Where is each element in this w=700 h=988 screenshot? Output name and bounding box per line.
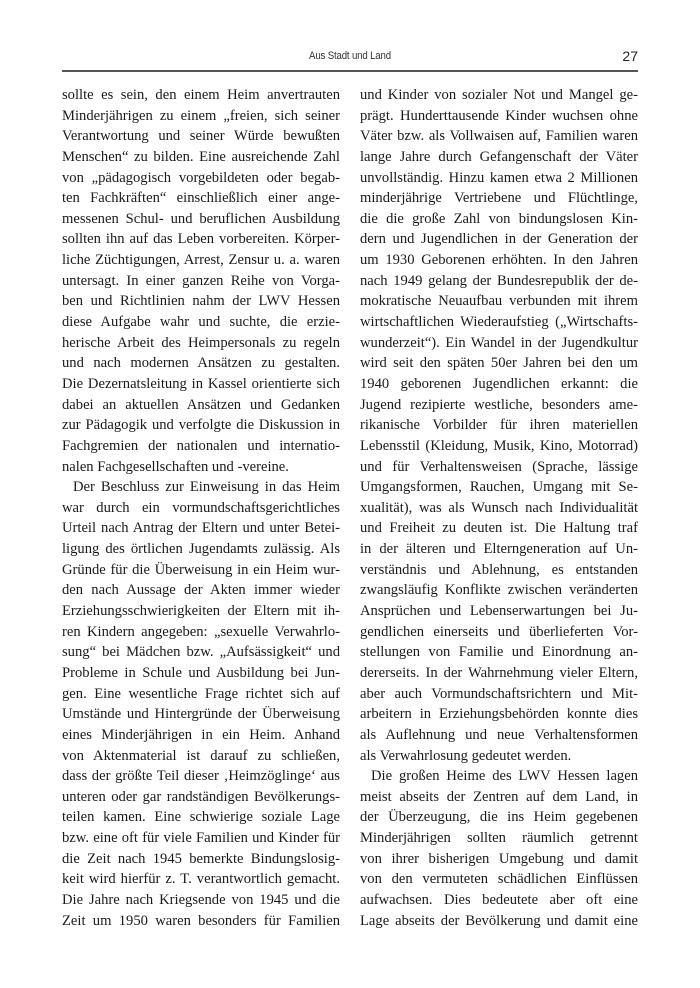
text-line: Umstände und Hintergründe der Überweisung bbox=[62, 706, 340, 723]
text-line: von den vermuteten schädlichen Einflüssen bbox=[360, 871, 638, 888]
running-title: Aus Stadt und Land bbox=[309, 50, 391, 62]
text-line: Lebensstil (Kleidung, Musik, Kino, Motorrad) bbox=[360, 437, 638, 454]
text-line: Lage abseits der Bevölkerung und damit eine bbox=[360, 912, 638, 929]
text-line: wunderzeit“). Ein Wandel in der Jugendkultur bbox=[360, 334, 638, 351]
text-line: unteren oder gar randständigen Bevölkerungs- bbox=[62, 788, 340, 805]
text-line: und nach modernen Ansätzen zu gestalten. bbox=[62, 355, 340, 372]
text-line: ben und Richtlinien nahm der LWV Hessen bbox=[62, 293, 340, 310]
text-line: gendlichen einerseits und überlieferten Vor- bbox=[360, 623, 638, 640]
text-line: und Freiheit zu deuten ist. Die Haltung traf bbox=[360, 520, 638, 537]
text-line: minderjährige Vertriebene und Flüchtlinge, bbox=[360, 190, 638, 207]
text-line: Erziehungsschwierigkeiten der Eltern mit ih- bbox=[62, 603, 340, 620]
text-column-left bbox=[62, 85, 340, 931]
text-line: Ansprüchen und Lebenserwartungen bei Ju- bbox=[360, 603, 638, 620]
text-line: nalen Fachgesellschaften und -vereine. bbox=[62, 458, 289, 475]
text-line: in der älteren und Elterngeneration auf Un- bbox=[360, 541, 638, 558]
text-line: als Auflehnung und neue Verhaltensformen bbox=[360, 726, 638, 743]
text-line: der Überzeugung, die ins Heim gegebenen bbox=[360, 809, 638, 826]
text-line: gen. Eine wesentliche Frage richtet sich auf bbox=[62, 685, 340, 702]
text-line: prägt. Hunderttausende Kinder wuchsen ohne bbox=[360, 107, 638, 124]
paragraph-start-line: Der Beschluss zur Einweisung in das Heim bbox=[73, 479, 340, 496]
text-line: als Verwahrlosung gedeutet werden. bbox=[360, 747, 572, 764]
text-line: stellungen von Familie und Einordnung an- bbox=[360, 644, 638, 661]
text-line: liche Züchtigungen, Arrest, Zensur u. a. waren bbox=[62, 252, 340, 269]
text-line: um 1930 Geborenen erhöhten. In den Jahren bbox=[360, 252, 638, 269]
text-line: messenen Schul- und beruflichen Ausbildung bbox=[62, 210, 340, 227]
text-line: Zeit um 1950 waren besonders für Familien bbox=[62, 912, 340, 929]
text-line: eines Minderjährigen in ein Heim. Anhand bbox=[62, 726, 340, 743]
text-line: Minderjährigen sollten räumlich getrennt bbox=[360, 830, 638, 847]
text-line: dererseits. In der Wahrnehmung vieler Eltern, bbox=[360, 664, 638, 681]
text-line: Umgangsformen, Rauchen, Umgang mit Se- bbox=[360, 479, 638, 496]
text-line: aber auch Vormundschaftsrichtern und Mit- bbox=[360, 685, 638, 702]
text-line: die die große Zahl von bindungslosen Kin- bbox=[360, 210, 638, 227]
text-line: ligung des örtlichen Jugendamts zulässig. Als bbox=[62, 541, 340, 558]
text-line: dern und Jugendlichen in der Generation der bbox=[360, 231, 638, 248]
text-line: xualität), was als Wunsch nach Individualität bbox=[360, 499, 638, 516]
text-line: von Aktenmaterial ist darauf zu schließen, bbox=[62, 747, 340, 764]
text-line: arbeitern in Erziehungsbehörden konnte dies bbox=[360, 706, 638, 723]
text-line: von ihrer bisherigen Umgebung und damit bbox=[360, 850, 638, 867]
text-line: wird seit den späten 50er Jahren bei den um bbox=[360, 355, 638, 372]
text-line: lange Jahre durch Gefangenschaft der Väter bbox=[360, 148, 638, 165]
text-line: untersagt. In einer ganzen Reihe von Vorga- bbox=[62, 272, 340, 289]
text-line: ten Fachkräften“ einschließlich einer ange- bbox=[62, 190, 340, 207]
text-line: den nach Aussage der Akten immer wieder bbox=[62, 582, 340, 599]
text-line: Menschen“ zu bilden. Eine ausreichende Zahl bbox=[62, 148, 340, 165]
text-line: meist abseits der Zentren auf dem Land, in bbox=[360, 788, 638, 805]
text-line: Fachgremien der nationalen und internatio- bbox=[62, 437, 340, 454]
text-line: war durch ein vormundschaftsgerichtliches bbox=[62, 499, 340, 516]
text-line: sollte es sein, den einem Heim anvertrauten bbox=[62, 87, 340, 103]
text-line: zwangsläufig Konflikte zwischen veränderten bbox=[360, 582, 638, 599]
paragraph-start-line: Die großen Heime des LWV Hessen lagen bbox=[371, 768, 638, 785]
text-line: herische Arbeit des Heimpersonals zu regeln bbox=[62, 334, 340, 351]
text-line: unvollständig. Hinzu kamen etwa 2 Millionen bbox=[360, 169, 638, 186]
header-rule bbox=[62, 70, 638, 72]
text-line: mokratische Neuaufbau verbunden mit ihrem bbox=[360, 293, 638, 310]
text-line: dabei an aktuellen Ansätzen und Gedanken bbox=[62, 396, 340, 413]
text-line: Die Dezernatsleitung in Kassel orientierte sich bbox=[62, 375, 340, 392]
text-line: von „pädagogisch vorgebildeten oder begab- bbox=[62, 169, 340, 186]
text-column-right bbox=[360, 85, 638, 931]
text-line: sung“ bei Mädchen bzw. „Aufsässigkeit“ und bbox=[62, 644, 340, 661]
text-line: die Zeit nach 1945 bemerkte Bindungslosig- bbox=[62, 850, 340, 867]
text-line: Die Jahre nach Kriegsende von 1945 und die bbox=[62, 891, 340, 908]
text-line: Verantwortung und seiner Würde bewußten bbox=[62, 128, 340, 145]
text-line: aufwachsen. Dies bedeutete aber oft eine bbox=[360, 891, 638, 908]
text-line: teilen kamen. Eine schwierige soziale Lage bbox=[62, 809, 340, 826]
text-line: Urteil nach Antrag der Eltern und unter Betei- bbox=[62, 520, 340, 537]
text-line: zur Pädagogik und verfolgte die Diskussion in bbox=[62, 417, 340, 434]
text-line: und Kinder von sozialer Not und Mangel ge- bbox=[360, 87, 638, 103]
text-line: 1940 geborenen Jugendlichen erkannt: die bbox=[360, 375, 638, 392]
text-line: dass der größte Teil dieser ‚Heimzöglinge‘ aus bbox=[62, 768, 340, 785]
text-line: rikanische Vorbilder für ihren materiellen bbox=[360, 417, 638, 434]
text-line: bzw. eine oft für viele Familien und Kinder für bbox=[62, 830, 340, 847]
running-header bbox=[62, 48, 638, 66]
text-line: sollten ihn auf das Leben vorbereiten. Körper- bbox=[62, 231, 340, 248]
text-line: Minderjährigen zu einem „freien, sich seiner bbox=[62, 107, 340, 124]
text-line: Väter bzw. als Vollwaisen auf, Familien waren bbox=[360, 128, 638, 145]
text-line: und für Verhaltensweisen (Sprache, lässige bbox=[360, 458, 638, 475]
text-line: Jugend rezipierte westliche, besonders ame- bbox=[360, 396, 638, 413]
text-line: diese Aufgabe wahr und suchte, die erzie- bbox=[62, 314, 340, 331]
page-number: 27 bbox=[622, 48, 638, 64]
text-line: keit wird hierfür z. T. verantwortlich gemacht. bbox=[62, 871, 340, 888]
text-line: Gründe für die Überweisung in ein Heim wur- bbox=[62, 561, 340, 578]
text-line: verständnis und Ablehnung, es entstanden bbox=[360, 561, 638, 578]
text-line: nach 1949 gelang der Bundesrepublik der de- bbox=[360, 272, 638, 289]
text-line: wirtschaftlichen Wiederaufstieg („Wirtschafts- bbox=[360, 314, 638, 331]
text-line: ren Kindern angegeben: „sexuelle Verwahrlo- bbox=[62, 623, 340, 640]
text-line: Probleme in Schule und Ausbildung bei Jun- bbox=[62, 664, 340, 681]
